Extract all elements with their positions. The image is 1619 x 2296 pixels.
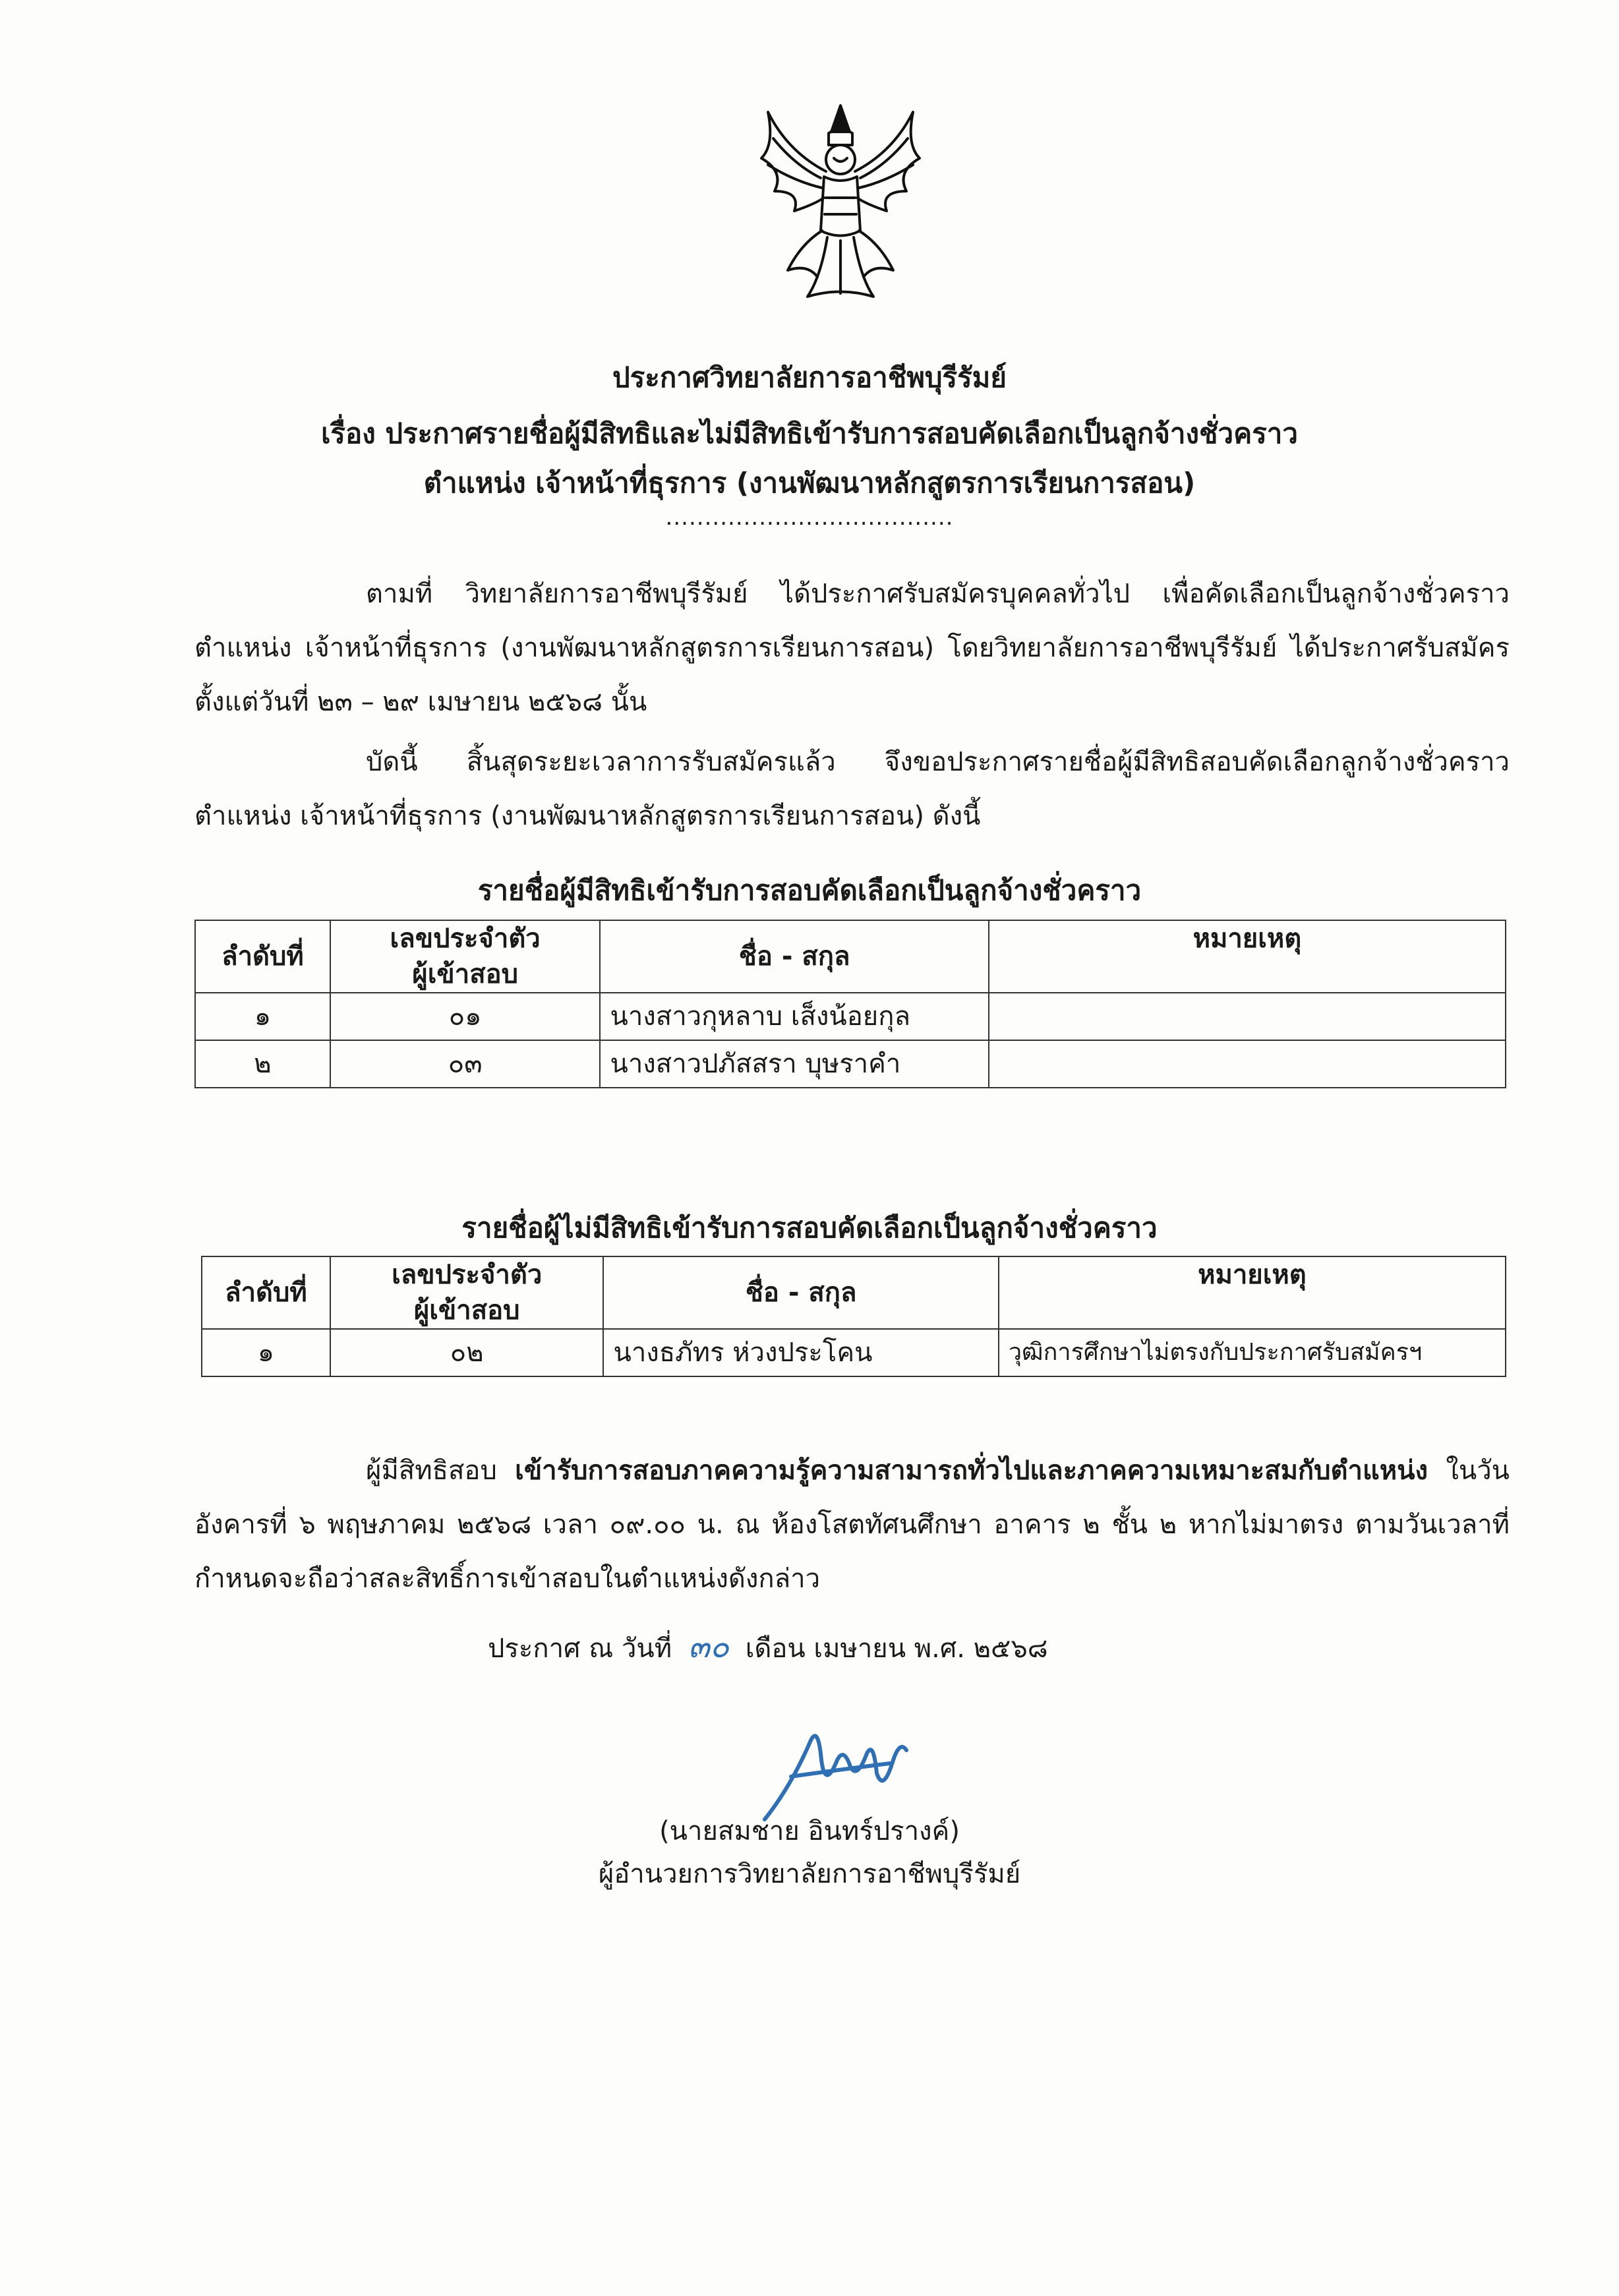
header-order: ลำดับที่ <box>202 1256 330 1329</box>
garuda-emblem-icon <box>748 99 933 310</box>
signatory-title: ผู้อำนวยการวิทยาลัยการอาชีพบุรีรัมย์ <box>598 1859 1021 1889</box>
table-row: ๑ ๐๒ นางธภัทร ห่วงประโคน วุฒิการศึกษาไม่ตรงกับประกาศรับสมัครฯ <box>202 1329 1506 1376</box>
eligible-table-header <box>195 920 1506 993</box>
header-name: ชื่อ - สกุล <box>600 920 988 993</box>
header-remark: หมายเหตุ <box>999 1256 1506 1329</box>
paragraph-intro: ตามที่ วิทยาลัยการอาชีพบุรีรัมย์ ได้ประกาศรับสมัครบุคคลทั่วไป เพื่อคัดเลือกเป็นลูกจ้างชั่วคราว ตำแหน่ง เจ้าหน้าที่ธุรการ (งานพัฒนาหลักสูตรการเรียนการสอน) โดยวิทยาลัยการอาชีพบุรีรัมย์ ได้ประกาศรับสมัครตั้งแต่วันที่ ๒๓ – ๒๙ เมษายน ๒๕๖๘ นั้น <box>194 579 1510 717</box>
header-exam-id: เลขประจำตัว ผู้เข้าสอบ <box>330 1256 604 1329</box>
paragraph-now: บัดนี้ สิ้นสุดระยะเวลาการรับสมัครแล้ว จึงขอประกาศรายชื่อผู้มีสิทธิสอบคัดเลือกลูกจ้างชั่วคราว ตำแหน่ง เจ้าหน้าที่ธุรการ (งานพัฒนาหลักสูตรการเรียนการสอน) ดังนี้ <box>194 747 1510 831</box>
handwritten-day: ๓๐ <box>688 1628 729 1665</box>
ineligible-table-header <box>202 1256 1506 1329</box>
dateline: ประกาศ ณ วันที่ ๓๐ เดือน เมษายน พ.ศ. ๒๕๖๘ <box>488 1628 1048 1665</box>
header-exam-id: เลขประจำตัว ผู้เข้าสอบ <box>330 920 601 993</box>
announcement-subject: เรื่อง ประกาศรายชื่อผู้มีสิทธิและไม่มีสิทธิเข้ารับการสอบคัดเลือกเป็นลูกจ้างชั่วคราว <box>321 417 1298 450</box>
header-remark: หมายเหตุ <box>989 920 1506 993</box>
header-order: ลำดับที่ <box>195 920 330 993</box>
announcement-title: ประกาศวิทยาลัยการอาชีพบุรีรัมย์ <box>612 361 1007 394</box>
paragraph-exam-schedule: ผู้มีสิทธิสอบ เข้ารับการสอบภาคความรู้ความสามารถทั่วไปและภาคความเหมาะสมกับตำแหน่ง ในวันอังคารที่ ๖ พฤษภาคม ๒๕๖๘ เวลา ๐๙.๐๐ น. ณ ห้องโสตทัศนศึกษา อาคาร ๒ ชั้น ๒ หากไม่มาตรง ตามวันเวลาที่กำหนดจะถือว่าสละสิทธิ์การเข้าสอบในตำแหน่งดังกล่าว <box>194 1456 1510 1594</box>
table-row: ๑ ๐๑ นางสาวกุหลาบ เส็งน้อยกุล <box>195 993 1506 1040</box>
eligible-table-caption: รายชื่อผู้มีสิทธิเข้ารับการสอบคัดเลือกเป็นลูกจ้างชั่วคราว <box>477 874 1142 906</box>
ineligible-table <box>201 1256 1506 1377</box>
signatory-name: (นายสมชาย อินทร์ปรางค์) <box>659 1816 960 1846</box>
eligible-table <box>194 920 1506 1088</box>
announcement-position: ตำแหน่ง เจ้าหน้าที่ธุรการ (งานพัฒนาหลักสูตรการเรียนการสอน) <box>423 467 1196 499</box>
table-row: ๒ ๐๓ นางสาวปภัสสรา บุษราคำ <box>195 1040 1506 1088</box>
ineligible-table-caption: รายชื่อผู้ไม่มีสิทธิเข้ารับการสอบคัดเลือกเป็นลูกจ้างชั่วคราว <box>461 1212 1158 1244</box>
header-name: ชื่อ - สกุล <box>603 1256 998 1329</box>
title-divider: ..................................... <box>665 504 954 531</box>
